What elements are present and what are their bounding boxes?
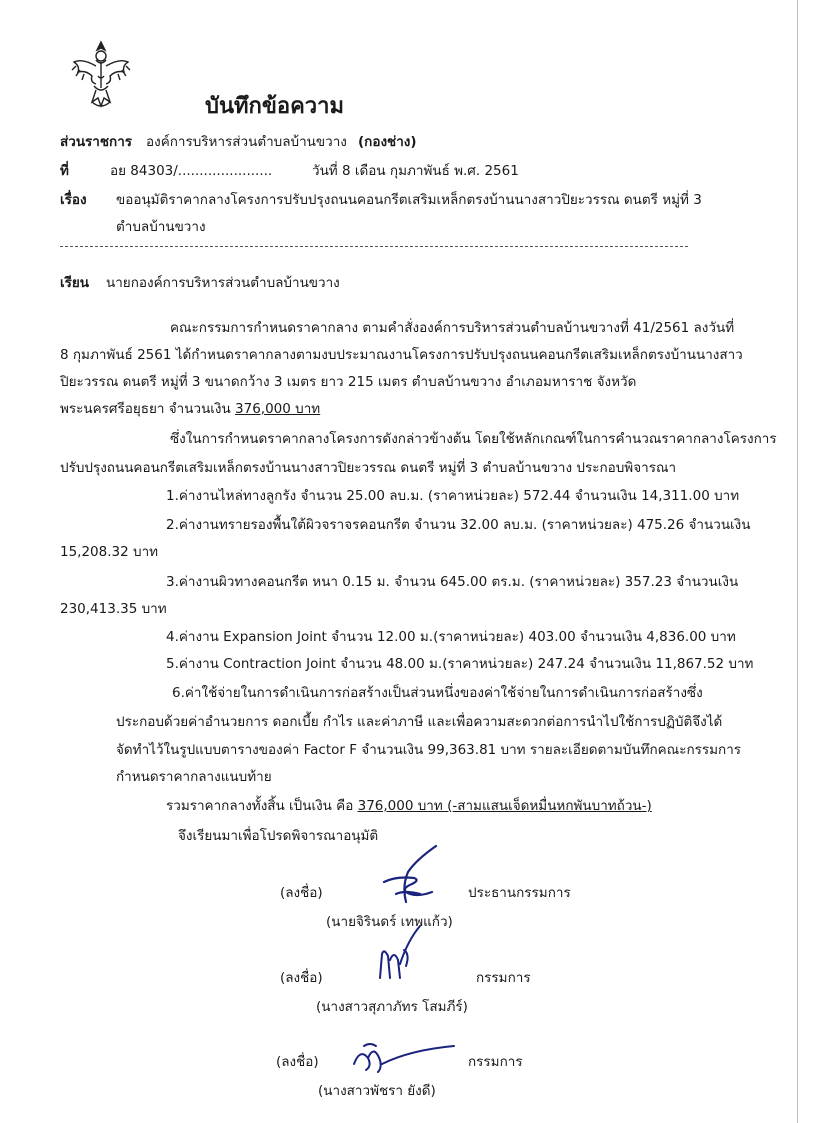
total-label: รวมราคากลางทั้งสิ้น เป็นเงิน คือ bbox=[166, 798, 358, 814]
amount-underlined: 376,000 บาท bbox=[235, 401, 321, 417]
item-5: 5.ค่างาน Contraction Joint จำนวน 48.00 ม.(ราคาหน่วยละ) 247.24 จำนวนเงิน 11,867.52 บาท bbox=[166, 656, 754, 672]
sign-label: (ลงชื่อ) bbox=[276, 1054, 319, 1070]
subject-line-1: ขออนุมัติราคากลางโครงการปรับปรุงถนนคอนกรีตเสริมเหล็กตรงบ้านนางสาวปิยะวรรณ ดนตรี หมู่ที่ 3 bbox=[116, 192, 702, 208]
signature-1 bbox=[376, 842, 446, 908]
item-3-line-1: 3.ค่างานผิวทางคอนกรีต หนา 0.15 ม. จำนวน 645.00 ตร.ม. (ราคาหน่วยละ) 357.23 จำนวนเงิน bbox=[166, 574, 739, 590]
total-line bbox=[166, 794, 652, 816]
paragraph-1-line-1: คณะกรรมการกำหนดราคากลาง ตามคำสั่งองค์การบริหารส่วนตำบลบ้านขวางที่ 41/2561 ลงวันที่ bbox=[170, 320, 735, 336]
item-6-line-4: กำหนดราคากลางแนบท้าย bbox=[116, 769, 272, 785]
paragraph-1-text: พระนครศรีอยุธยา จำนวนเงิน bbox=[60, 401, 236, 417]
paragraph-1-line-4 bbox=[60, 397, 320, 419]
signature-1-position: ประธานกรรมการ bbox=[468, 885, 571, 901]
signature-2-name: (นางสาวสุภาภัทร โสมภีร์) bbox=[316, 999, 468, 1015]
item-2-line-2: 15,208.32 บาท bbox=[60, 544, 159, 560]
divider bbox=[60, 246, 688, 247]
total-amount: 376,000 บาท (-สามแสนเจ็ดหมื่นหกพันบาทถ้วน-) bbox=[357, 798, 652, 814]
signature-2 bbox=[374, 920, 434, 986]
subject-line-2: ตำบลบ้านขวาง bbox=[116, 219, 206, 235]
department-value: องค์การบริหารส่วนตำบลบ้านขวาง bbox=[146, 134, 347, 150]
closing-line: จึงเรียนมาเพื่อโปรดพิจารณาอนุมัติ bbox=[178, 828, 379, 844]
sign-label: (ลงชื่อ) bbox=[280, 970, 323, 986]
item-3-line-2: 230,413.35 บาท bbox=[60, 601, 167, 617]
paragraph-1-line-3: ปิยะวรรณ ดนตรี หมู่ที่ 3 ขนาดกว้าง 3 เมตร ยาว 215 เมตร ตำบลบ้านขวาง อำเภอมหาราช จังหวัด bbox=[60, 374, 637, 390]
garuda-emblem bbox=[70, 36, 132, 114]
item-2-line-1: 2.ค่างานทรายรองพื้นใต้ผิวจราจรคอนกรีต จำนวน 32.00 ลบ.ม. (ราคาหน่วยละ) 475.26 จำนวนเงิน bbox=[166, 517, 751, 533]
signature-3 bbox=[350, 1034, 460, 1078]
paragraph-2-line-1: ซึ่งในการกำหนดราคากลางโครงการดังกล่าวข้างต้น โดยใช้หลักเกณฑ์ในการคำนวณราคากลางโครงการ bbox=[170, 431, 777, 447]
to-label: เรียน bbox=[60, 275, 90, 291]
ref-label: ที่ bbox=[60, 163, 69, 179]
sign-label: (ลงชื่อ) bbox=[280, 885, 323, 901]
signature-1-name: (นายจิรินดร์ เทพแก้ว) bbox=[326, 914, 453, 930]
item-6-line-2: ประกอบด้วยค่าอำนวยการ ดอกเบี้ย กำไร และค่าภาษี และเพื่อความสะดวกต่อการนำไปใช้การปฏิบัติจึงได้ bbox=[116, 714, 723, 730]
signature-2-position: กรรมการ bbox=[476, 970, 531, 986]
paragraph-1-line-2: 8 กุมภาพันธ์ 2561 ได้กำหนดราคากลางตามงบประมาณงานโครงการปรับปรุงถนนคอนกรีตเสริมเหล็กตรงบ้านนางสาว bbox=[60, 347, 743, 363]
signature-3-position: กรรมการ bbox=[468, 1054, 523, 1070]
item-4: 4.ค่างาน Expansion Joint จำนวน 12.00 ม.(ราคาหน่วยละ) 403.00 จำนวนเงิน 4,836.00 บาท bbox=[166, 629, 736, 645]
department-unit: (กองช่าง) bbox=[358, 134, 417, 150]
item-6-line-3: จัดทำไว้ในรูปแบบตารางของค่า Factor F จำนวนเงิน 99,363.81 บาท รายละเอียดตามบันทึกคณะกรรมการ bbox=[116, 742, 742, 758]
ref-number: อย 84303/...................... bbox=[110, 163, 273, 179]
item-1: 1.ค่างานไหล่ทางลูกรัง จำนวน 25.00 ลบ.ม. (ราคาหน่วยละ) 572.44 จำนวนเงิน 14,311.00 บาท bbox=[166, 488, 740, 504]
page-edge bbox=[797, 0, 798, 1123]
signature-3-name: (นางสาวพัชรา ยังดี) bbox=[318, 1083, 436, 1099]
department-label: ส่วนราชการ bbox=[60, 134, 133, 150]
item-6-line-1: 6.ค่าใช้จ่ายในการดำเนินการก่อสร้างเป็นส่วนหนึ่งของค่าใช้จ่ายในการดำเนินการก่อสร้างซึ่ง bbox=[172, 685, 703, 701]
memo-title: บันทึกข้อความ bbox=[205, 94, 345, 119]
subject-label: เรื่อง bbox=[60, 192, 87, 208]
to-value: นายกองค์การบริหารส่วนตำบลบ้านขวาง bbox=[106, 275, 340, 291]
memo-date: วันที่ 8 เดือน กุมภาพันธ์ พ.ศ. 2561 bbox=[312, 163, 519, 179]
paragraph-2-line-2: ปรับปรุงถนนคอนกรีตเสริมเหล็กตรงบ้านนางสาวปิยะวรรณ ดนตรี หมู่ที่ 3 ตำบลบ้านขวาง ประกอบพิจารณา bbox=[60, 460, 677, 476]
